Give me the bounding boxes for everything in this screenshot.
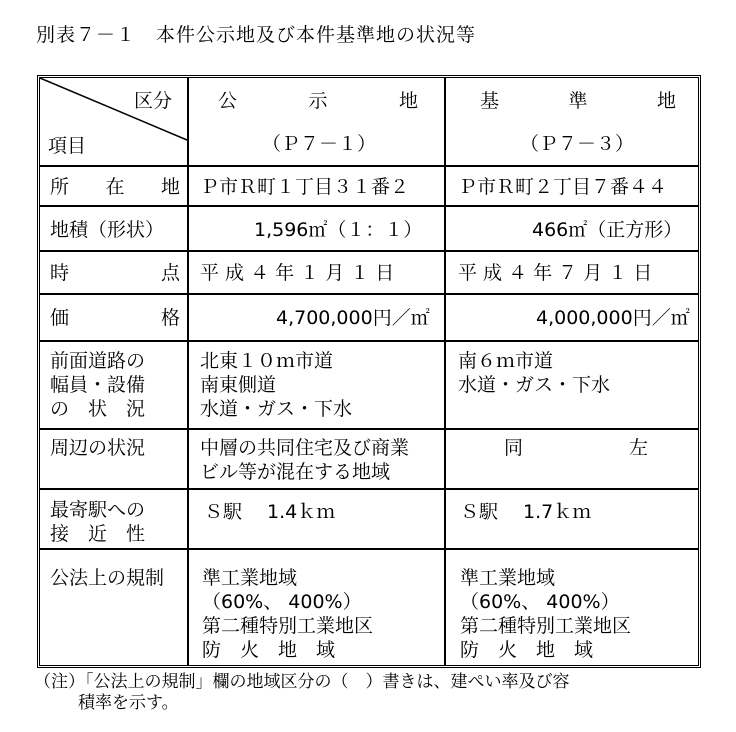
area-kijunchi: 466㎡（正方形） (532, 219, 683, 241)
corner-label-category: 区分 (134, 90, 173, 112)
row-label-location: 所 在 地 (50, 176, 180, 198)
corner-label-item: 項目 (48, 135, 87, 157)
footnote-line: （注）「公法上の規制」欄の地域区分の（ ）書きは、建ぺい率及び容 (34, 672, 570, 692)
row-divider (40, 488, 698, 490)
area-koujichi: 1,596㎡（１：１） (254, 219, 423, 241)
column-divider (444, 78, 446, 665)
row-label-road: 前面道路の 幅員・設備 の 状 況 (50, 350, 146, 420)
station-koujichi: Ｓ駅 1.4ｋｍ (204, 501, 336, 523)
page-title: 別表７－１ 本件公示地及び本件基準地の状況等 (36, 24, 477, 46)
col-header-koujichi: 公 示 地 (218, 90, 418, 112)
col-header-kijunchi: 基 準 地 (480, 90, 676, 112)
date-kijunchi: 平 成 ４ 年 ７ 月 １ 日 (458, 262, 653, 284)
road-kijunchi: 南６ｍ市道 水道・ガス・下水 (458, 350, 611, 396)
col-header-koujichi-code: （Ｐ７－１） (262, 133, 377, 155)
row-label-price: 価 格 (50, 307, 180, 329)
row-divider (40, 250, 698, 252)
row-divider (40, 205, 698, 207)
price-koujichi: 4,700,000円／㎡ (276, 307, 430, 329)
col-header-kijunchi-code: （Ｐ７－３） (520, 133, 635, 155)
row-label-station: 最寄駅への 接 近 性 (50, 499, 146, 545)
location-kijunchi: Ｐ市Ｒ町２丁目７番４４ (458, 176, 668, 198)
row-divider (40, 340, 698, 342)
road-koujichi: 北東１０ｍ市道 南東側道 水道・ガス・下水 (200, 350, 353, 420)
station-kijunchi: Ｓ駅 1.7ｋｍ (460, 501, 592, 523)
surroundings-koujichi: 中層の共同住宅及び商業 ビル等が混在する地域 (200, 437, 410, 483)
row-divider (40, 428, 698, 430)
row-divider (40, 548, 698, 550)
row-divider (40, 293, 698, 295)
row-label-surroundings: 周辺の状況 (50, 437, 146, 459)
row-label-date: 時 点 (50, 262, 180, 284)
location-koujichi: Ｐ市Ｒ町１丁目３１番２ (200, 176, 410, 198)
footnote-line: 積率を示す。 (78, 693, 179, 713)
regulation-koujichi: 準工業地域 （60%、 400%） 第二種特別工業地区 防 火 地 域 (202, 567, 374, 661)
status-table (37, 75, 701, 668)
row-label-regulation: 公法上の規制 (50, 567, 165, 589)
regulation-kijunchi: 準工業地域 （60%、 400%） 第二種特別工業地区 防 火 地 域 (460, 567, 632, 661)
price-kijunchi: 4,000,000円／㎡ (536, 307, 690, 329)
row-label-area: 地積（形状） (50, 219, 165, 241)
column-divider (187, 78, 189, 665)
surroundings-kijunchi: 同 左 (504, 437, 648, 459)
footnote (34, 672, 570, 714)
date-koujichi: 平 成 ４ 年 １ 月 １ 日 (200, 262, 395, 284)
